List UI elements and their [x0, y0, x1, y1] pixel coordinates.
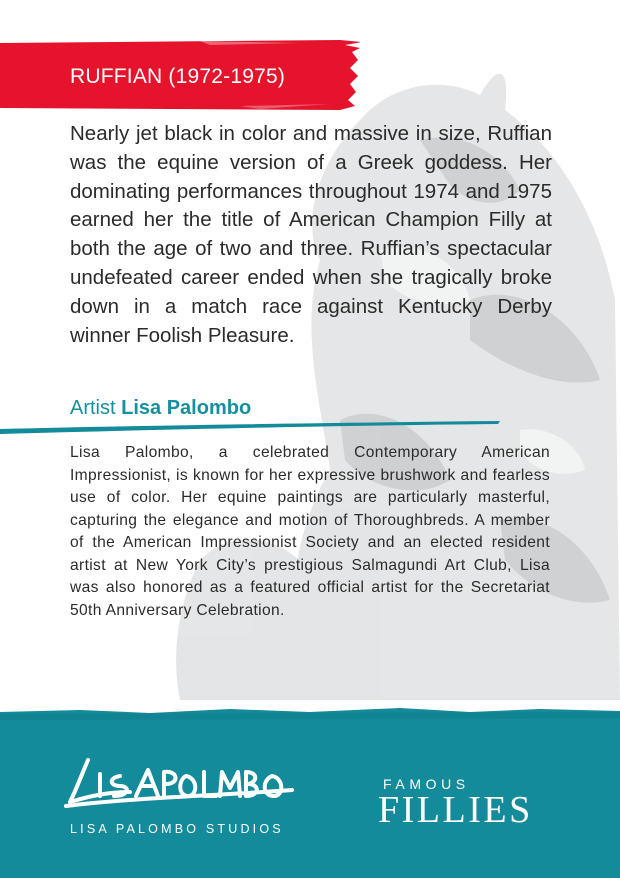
brand-fillies: FILLIES [378, 789, 533, 831]
page-title: RUFFIAN (1972-1975) [70, 65, 286, 88]
brand-famous: FAMOUS [383, 776, 470, 792]
horse-description: Nearly jet black in color and massive in size, Ruffian was the equine version of a Greek goddess. Her dominating performances throughout 1974 and 1975 earned her the title of American Champion Filly at both the age of two and three. Ruffian’s spectacular undefeated career ended when she tragically broke down in a match race against Kentucky Derby winner Foolish Pleasure. [70, 122, 552, 347]
studio-name: LISA PALOMBO STUDIOS [70, 822, 284, 836]
artist-name: Lisa Palombo [121, 397, 252, 419]
artist-bio: Lisa Palombo, a celebrated Contemporary American Impressionist, is known for her expressive brushwork and fearless use of color. Her equine paintings are particularly masterful, capturing the elegance and motion of Thoroughbreds. A member of the American Impressionist Society and an elected resident artist at New York City’s prestigious Salmagundi Art Club, Lisa was also honored as a featured official artist for the Secretariat 50th Anniversary Celebration. [70, 444, 550, 619]
artist-label: Artist [70, 397, 116, 419]
artist-underline-stroke [0, 420, 500, 436]
signature-icon [60, 752, 300, 816]
artist-heading [70, 397, 251, 420]
